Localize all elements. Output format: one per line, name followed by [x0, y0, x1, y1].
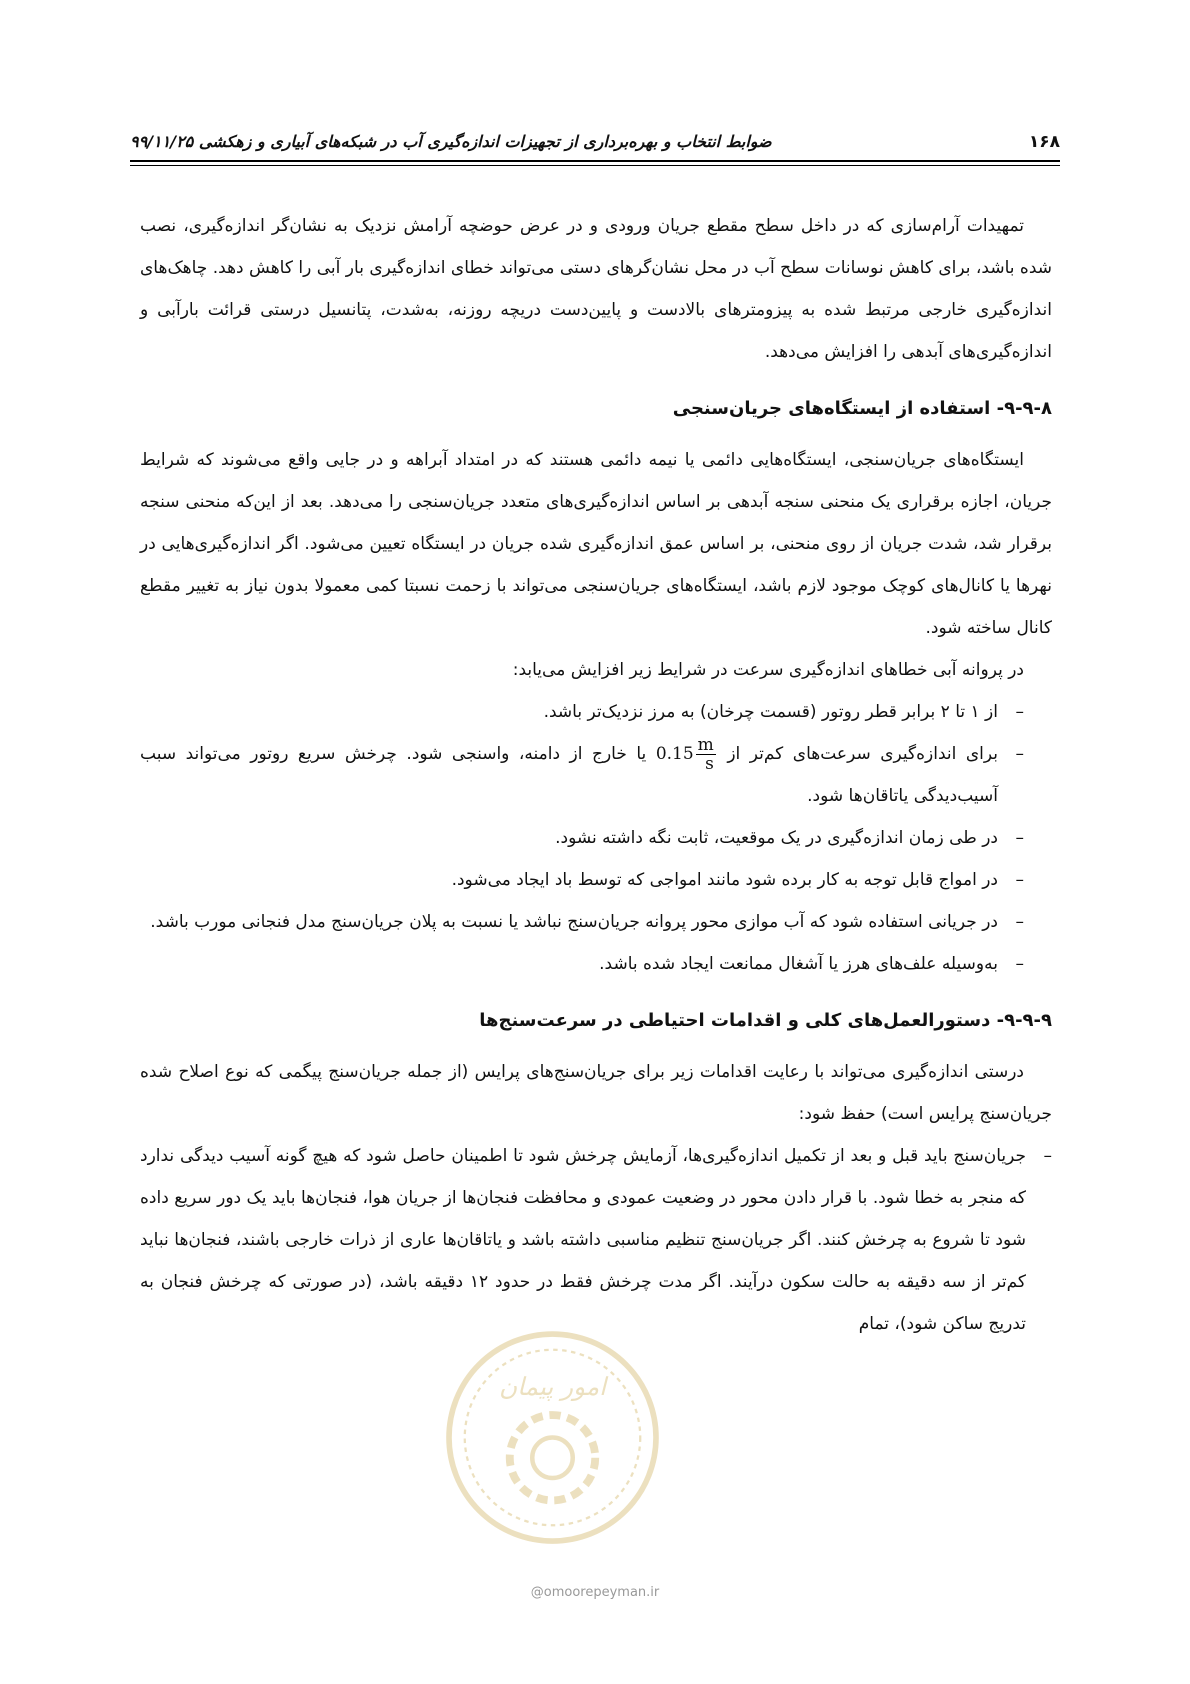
list-item: – در جریانی استفاده شود که آب موازی محور پروانه جریان‌سنج نباشد یا نسبت به پلان جریان‌سنج مدل فنجانی مورب باشد.: [140, 901, 1024, 943]
running-title: ضوابط انتخاب و بهره‌برداری از تجهیزات اندازه‌گیری آب در شبکه‌های آبیاری و زهکشی ۹۹/۱۱/۲۵: [130, 132, 772, 151]
flow-stations-paragraph: ایستگاه‌های جریان‌سنجی، ایستگاه‌هایی دائمی یا نیمه دائمی هستند که در امتداد آبراهه و در جایی واقع می‌شوند که شرایط جریان، اجازه برقراری یک منحنی سنجه آبدهی بر اساس اندازه‌گیری‌های متعدد جریان‌سنجی را می‌دهد. بعد از این‌که منحنی سنجه برقرار شد، شدت جریان از روی منحنی، بر اساس عمق اندازه‌گیری شده جریان در ایستگاه تعیین می‌شود. اگر اندازه‌گیری‌هایی در نهرها یا کانال‌های کوچک موجود لازم باشد، ایستگاه‌های جریان‌سنجی می‌تواند با زحمت نسبتا کمی معمولا بدون نیاز به تغییر مقطع کانال ساخته شود.: [140, 450, 1052, 638]
seal-lettering: امور پیمان: [498, 1371, 607, 1401]
error-conditions-list: [140, 691, 1052, 985]
list-item-text: برای اندازه‌گیری سرعت‌های کم‌تر از: [727, 744, 998, 764]
list-item: – از ۱ تا ۲ برابر قطر روتور (قسمت چرخان) به مرز نزدیک‌تر باشد.: [140, 691, 1024, 733]
velocity-value: 0.15: [655, 744, 694, 764]
document-body: [140, 205, 1052, 1345]
page-header: [130, 108, 1060, 156]
guidelines-list: [140, 1135, 1052, 1345]
guidelines-paragraph: درستی اندازه‌گیری می‌تواند با رعایت اقدامات زیر برای جریان‌سنج‌های پرایس (از جمله جریان‌سنج پیگمی که نوع اصلاح شده جریان‌سنج پرایس است) حفظ شود:: [140, 1062, 1052, 1124]
velocity-unit-fraction: [696, 736, 716, 773]
list-item: – در امواج قابل توجه به کار برده شود مانند امواجی که توسط باد ایجاد می‌شود.: [140, 859, 1024, 901]
list-item: – به‌وسیله علف‌های هرز یا آشغال ممانعت ایجاد شده باشد.: [140, 943, 1024, 985]
header-rule-thin: [130, 165, 1060, 166]
unit-denominator: s: [705, 754, 714, 774]
unit-numerator: m: [697, 735, 714, 755]
watermark-seal-icon: [440, 1325, 665, 1550]
watermark-url: @omoorepeyman.ir: [530, 1585, 660, 1600]
list-item: [140, 733, 1024, 817]
intro-paragraph: تمهیدات آرام‌سازی که در داخل سطح مقطع جریان ورودی و در عرض حوضچه آرامش نزدیک به نشان‌گر اندازه‌گیری، نصب شده باشد، برای کاهش نوسانات سطح آب در محل نشان‌گرهای دستی می‌تواند خطای اندازه‌گیری بار آبی را کاهش دهد. چاهک‌های اندازه‌گیری خارجی مرتبط شده به پیزومترهای بالادست و پایین‌دست دریچه روزنه، به‌شدت، پتانسیل درستی قرائت بارآبی و اندازه‌گیری‌های آبدهی را افزایش می‌دهد.: [140, 216, 1052, 362]
list-item: – در طی زمان اندازه‌گیری در یک موقعیت، ثابت نگه داشته نشود.: [140, 817, 1024, 859]
section-heading-flow-stations: ۹-۹-۸- استفاده از ایستگاه‌های جریان‌سنجی: [672, 398, 1052, 419]
current-meter-errors-intro: در پروانه آبی خطاهای اندازه‌گیری سرعت در شرایط زیر افزایش می‌یابد:: [512, 660, 1024, 680]
page-number: ۱۶۸: [1028, 132, 1060, 152]
header-rule: [130, 160, 1060, 162]
section-heading-guidelines: ۹-۹-۹- دستورالعمل‌های کلی و اقدامات احتیاطی در سرعت‌سنج‌ها: [479, 1010, 1052, 1031]
list-item: – جریان‌سنج باید قبل و بعد از تکمیل اندازه‌گیری‌ها، آزمایش چرخش شود تا اطمینان حاصل شود که هیچ گونه آسیب دیدگی ندارد که منجر به خطا شود. با قرار دادن محور در وضعیت عمودی و محافظت فنجان‌ها از جریان هوا، فنجان‌ها باید یک دور سریع داده شود تا شروع به چرخش کنند. اگر جریان‌سنج تنظیم مناسبی داشته باشد و یاتاقان‌ها عاری از ذرات خارجی باشند، فنجان‌ها نباید کم‌تر از سه دقیقه به حالت سکون درآیند. اگر مدت چرخش فقط در حدود ۱۲ دقیقه باشد، (در صورتی که چرخش فنجان به تدریج ساکن شود)، تمام: [140, 1135, 1052, 1345]
list-item-text: یا خارج از دامنه، واسنجی شود. چرخش سریع روتور می‌تواند سبب آسیب‌دیدگی یاتاقان‌ها شود.: [140, 744, 998, 806]
velocity-threshold: [655, 735, 718, 774]
